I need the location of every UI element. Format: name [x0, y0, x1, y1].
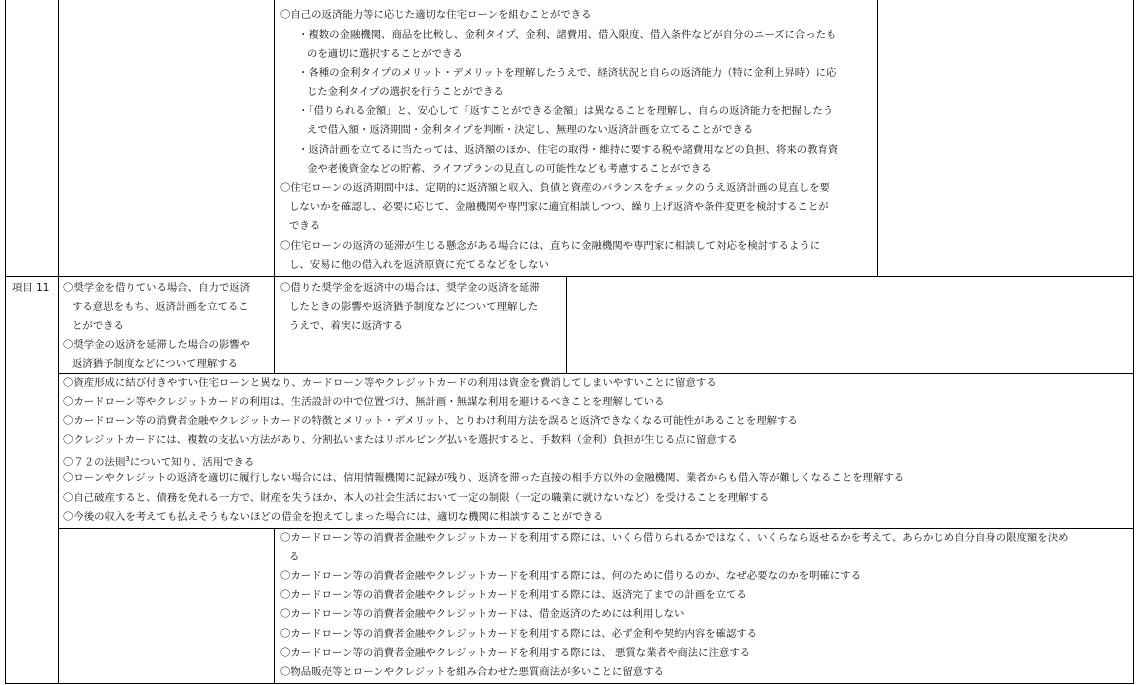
text-line: ・返済計画を立てるに当たっては、返済額のほか、住宅の取得・維持に要する税や諸費用などの負担、将来の教育資 [298, 144, 839, 156]
grid-line [5, 683, 1134, 684]
grid-line [1133, 0, 1134, 684]
text-line: 〇住宅ローンの返済の延滞が生じる懸念がある場合には、直ちに金融機関や専門家に相談して対応を検討するように [280, 240, 821, 252]
text-line: のを適切に選択することができる [307, 48, 463, 60]
row-label: 項目 11 [12, 282, 50, 294]
grid-line [5, 276, 1134, 277]
text-line: 〇奨学金の返済を延滞した場合の影響や [63, 339, 251, 351]
grid-line [877, 0, 878, 276]
text-line: 返済猶予制度などについて理解する [72, 358, 239, 370]
text-line: し、安易に他の借入れを返済原資に充てるなどをしない [289, 259, 549, 271]
grid-line [274, 528, 275, 684]
text-line: えで借入額・返済期間・金利タイプを判断・決定し、無理のない返済計画を立てることができる [307, 124, 754, 136]
text-segment: 〇７２の法則 [63, 456, 126, 469]
text-line: 〇資産形成に結び付きやすい住宅ローンと異なり、カードローン等やクレジットカードの利用は資金を費消してしまいやすいことに留意する [63, 377, 717, 389]
text-line: ・複数の金融機関、商品を比較し、金利タイプ、金利、諸費用、借入限度、借入条件などが自分のニーズに合ったも [298, 29, 837, 41]
text-line: 〇住宅ローンの返済期間中は、定期的に返済額と収入、負債と資産のバランスをチェックのうえ返済計画の見直しを要 [280, 182, 830, 194]
text-line: 〇カードローン等の消費者金融やクレジットカードを利用する際には、いくら借りられるかではなく、いくらなら返せるかを考えて、あらかじめ自分自身の限度額を決め [280, 532, 1069, 544]
grid-line [58, 0, 59, 684]
text-line: したときの影響や返済猶予制度などについて理解した [289, 301, 539, 313]
text-line: 〇カードローン等の消費者金融やクレジットカードは、借金返済のためには利用しない [280, 608, 685, 620]
text-segment: について知り、活用できる [129, 456, 255, 469]
text-line: 〇自己破産すると、債務を免れる一方で、財産を失うほか、本人の社会生活において一定の制限（一定の職業に就けないなど）を受けることを理解する [63, 492, 770, 504]
text-line: 〇クレジットカードには、複数の支払い方法があり、分割払いまたはリボルビング払いを選択すると、手数料（金利）負担が生じる点に留意する [63, 434, 738, 446]
text-line: 〇今後の収入を考えても払えそうもないほどの借金を抱えてしまった場合には、適切な機関に相談することができる [63, 511, 604, 523]
text-line: る [289, 551, 300, 563]
text-line: 〇カードローン等の消費者金融やクレジットカードを利用する際には、 悪質な業者や商法に注意する [280, 647, 751, 659]
text-line: 〇カードローン等の消費者金融やクレジットカードを利用する際には、何のために借りるのか、なぜ必要なのかを明確にする [280, 570, 862, 582]
grid-line [274, 276, 275, 373]
text-line: 〇カードローン等の消費者金融やクレジットカードを利用する際には、必ず金利や契約内容を確認する [280, 628, 758, 640]
text-line: うえで、着実に返済する [289, 320, 404, 332]
grid-line [5, 0, 6, 684]
text-line: できる [289, 220, 321, 232]
text-line: じた金利タイプの選択を行うことができる [307, 86, 504, 98]
text-line: 〇物品販売等とローンやクレジットを組み合わせた悪質商法が多いことに留意する [280, 666, 664, 678]
text-line: 〇奨学金を借りている場合、自力で返済 [63, 282, 251, 294]
footnote-mark: 3 [125, 455, 130, 463]
text-line: 〇カードローン等やクレジットカードの利用は、生活設計の中で位置づけ、無計画・無謀な利用を避けるべきことを理解している [63, 396, 665, 408]
text-line: ・「借りられる金額」と、安心して「返すことができる金額」は異なることを理解し、自らの返済能力を把握したう [298, 105, 834, 117]
text-line: 〇自己の返済能力等に応じた適切な住宅ローンを組むことができる [280, 9, 592, 21]
text-line: する意思をもち、返済計画を立てるこ [72, 301, 249, 313]
text-line: 〇借りた奨学金を返済中の場合は、奨学金の返済を延滞 [280, 282, 540, 294]
grid-line [274, 0, 275, 276]
text-line: 〇カードローン等の消費者金融やクレジットカードを利用する際には、返済完了までの計画を立てる [280, 589, 747, 601]
text-line: とができる [72, 320, 124, 332]
text-line: しないかを確認し、必要に応じて、金融機関や専門家に適宜相談しつつ、繰り上げ返済や条件変更を検討することが [289, 201, 829, 213]
text-line: 金や老後資金などの貯蓄、ライフプランの見直しの可能性なども考慮することができる [307, 163, 712, 175]
grid-line [566, 276, 567, 373]
text-line: 〇カードローン等の消費者金融やクレジットカードの特徴とメリット・デメリット、とりわけ利用方法を誤ると返済できなくなる可能性があることを理解する [63, 415, 798, 427]
text-line: ・各種の金利タイプのメリット・デメリットを理解したうえで、経済状況と自らの返済能力（特に金利上昇時）に応 [298, 67, 837, 79]
text-line: 〇ローンやクレジットの返済を適切に履行しない場合には、信用情報機関に記録が残り、返済を滞った直接の相手方以外の金融機関、業者からも借入等が難しくなることを理解する [63, 472, 905, 484]
